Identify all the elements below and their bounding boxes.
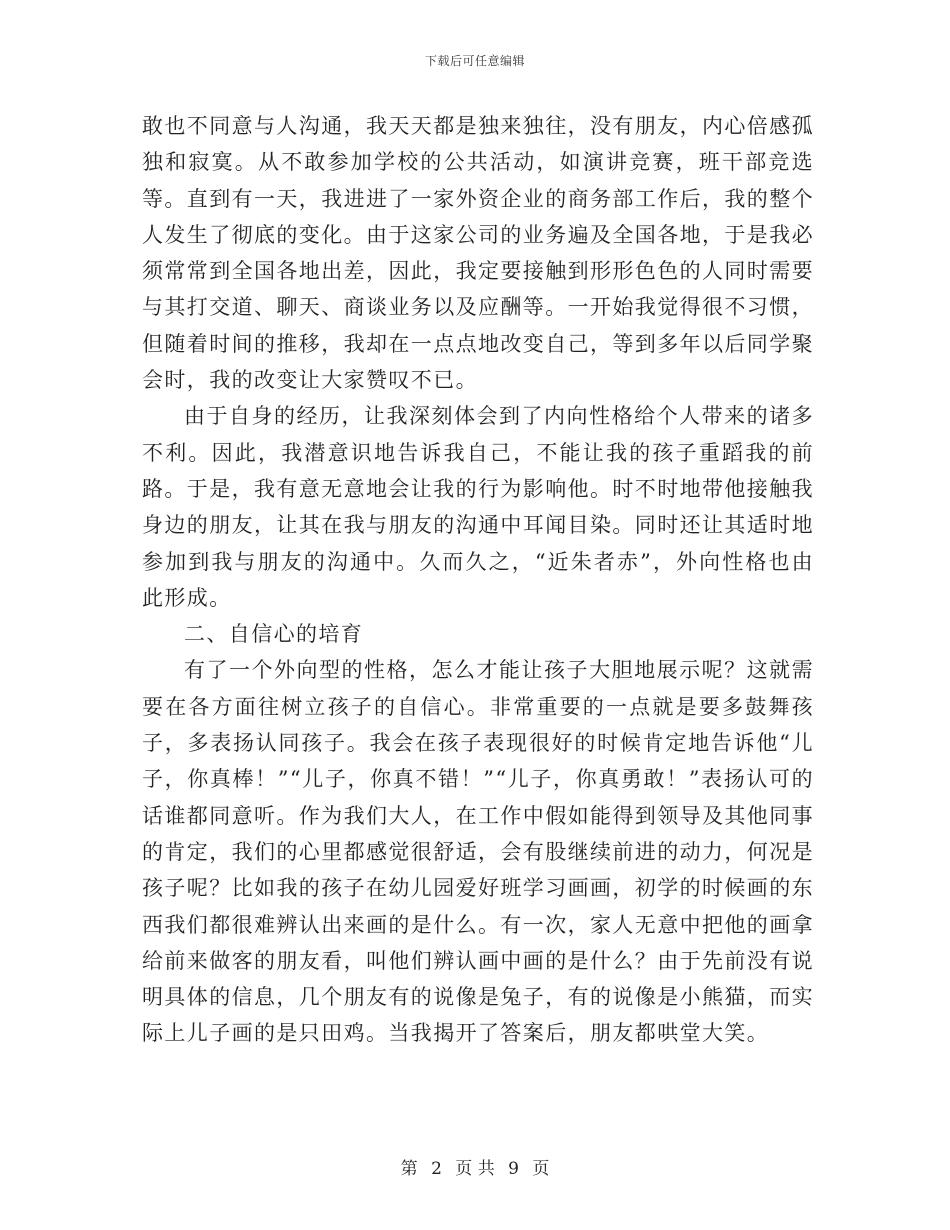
footer-mid: 页 共 xyxy=(455,1159,495,1179)
page-footer xyxy=(0,1154,950,1179)
paragraph-continued: 敢也不同意与人沟通，我天天都是独来独往，没有朋友，内心倍感孤独和寂寞。从不敢参加学校的公共活动，如演讲竞赛，班干部竞选等。直到有一天，我进进了一家外资企业的商务部工作后，我的整个人发生了彻底的变化。由于这家公司的业务遍及全国各地，于是我必须常常到全国各地出差，因此，我定要接触到形形色色的人同时需要与其打交道、聊天、商谈业务以及应酬等。一开始我觉得很不习惯，但随着时间的推移，我却在一点点地改变自己，等到多年以后同学聚会时，我的改变让大家赞叹不已。 xyxy=(142,114,814,393)
paragraph: 有了一个外向型的性格，怎么才能让孩子大胆地展示呢？这就需要在各方面往树立孩子的自信心。非常重要的一点就是要多鼓舞孩子，多表扬认同孩子。我会在孩子表现很好的时候肯定地告诉他“儿子，你真棒！”“儿子，你真不错！”“儿子，你真勇敢！”表扬认可的话谁都同意听。作为我们大人，在工作中假如能得到领导及其他同事的肯定，我们的心里都感觉很舒适，会有股继续前进的动力，何况是孩子呢？比如我的孩子在幼儿园爱好班学习画画，初学的时候画的东西我们都很难辨认出来画的是什么。有一次，家人无意中把他的画拿给前来做客的朋友看，叫他们辨认画中画的是什么？由于先前没有说明具体的信息，几个朋友有的说像是兔子，有的说像是小熊猫，而实际上儿子画的是只田鸡。当我揭开了答案后，朋友都哄堂大笑。 xyxy=(142,658,814,1046)
footer-total-pages: 9 xyxy=(508,1159,519,1179)
page-header-note: 下载后可任意编辑 xyxy=(424,54,525,68)
footer-prefix: 第 xyxy=(400,1159,418,1179)
footer-page-number: 2 xyxy=(431,1159,442,1179)
section-heading: 二、自信心的培育 xyxy=(184,622,364,647)
document-body xyxy=(142,108,814,1052)
paragraph: 由于自身的经历，让我深刻体会到了内向性格给个人带来的诸多不利。因此，我潜意识地告诉我自己，不能让我的孩子重蹈我的前路。于是，我有意无意地会让我的行为影响他。时不时地带他接触我身边的朋友，让其在我与朋友的沟通中耳闻目染。同时还让其适时地参加到我与朋友的沟通中。久而久之，“近朱者赤”，外向性格也由此形成。 xyxy=(142,404,814,610)
footer-suffix: 页 xyxy=(532,1159,550,1179)
